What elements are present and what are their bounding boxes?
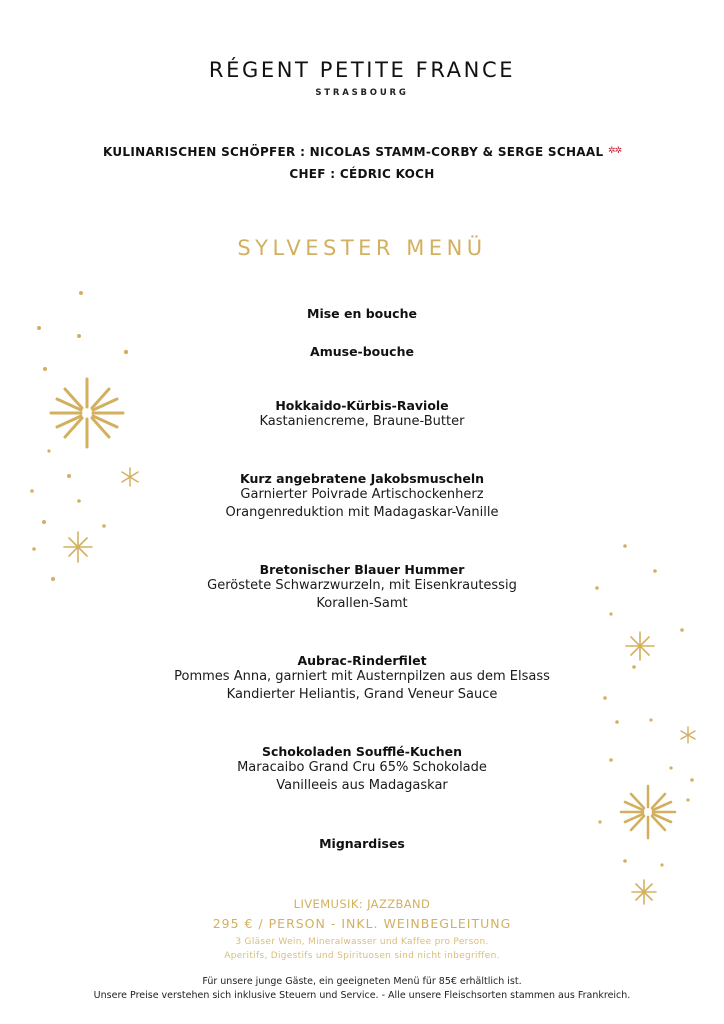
course-mignardises [0,836,724,851]
kids-menu-note: Für unsere junge Gäste, ein geeigneten Menü für 85€ erhältlich ist. [202,976,522,987]
course-description: Vanilleeis aus Madagaskar [276,778,448,793]
price: 295 € / PERSON - INKL. WEINBEGLEITUNG [212,916,512,931]
course-hummer [0,562,724,613]
course-raviole [0,398,724,431]
brand-name: RÉGENT PETITE FRANCE [208,58,516,82]
chef-credits [0,140,724,185]
course-description: Kastaniencreme, Braune-Butter [259,414,465,429]
included-drinks: 3 Gläser Wein, Mineralwasser und Kaffee pro Person. [235,937,489,947]
course-title: Mise en bouche [307,306,417,321]
course-title: Bretonischer Blauer Hummer [259,562,465,577]
course-description: Maracaibo Grand Cru 65% Schokolade [237,760,487,775]
course-souffle [0,744,724,795]
michelin-stars-icon: ✲✲ [607,146,622,156]
course-description: Garnierter Poivrade Artischockenherz [240,487,484,502]
tax-service-note: Unsere Preise verstehen sich inklusive Steuern und Service. - Alle unsere Fleischsorten stammen aus Frankreich. [93,990,631,1001]
course-description: Geröstete Schwarzwurzeln, mit Eisenkrautessig [207,578,517,593]
price-info [0,895,724,933]
culinary-creators: KULINARISCHEN SCHÖPFER : NICOLAS STAMM-CORBY & SERGE SCHAAL [102,145,604,159]
course-description: Korallen-Samt [316,596,408,611]
brand-city: STRASBOURG [315,88,409,98]
course-title: Kurz angebratene Jakobsmuscheln [239,471,485,486]
culinary-creators-line [0,140,724,163]
course-description: Pommes Anna, garniert mit Austernpilzen aus dem Elsass [174,669,550,684]
course-amuse-bouche [0,344,724,359]
course-rinderfilet [0,653,724,704]
footer-notes [0,975,724,1003]
course-jakobsmuscheln [0,471,724,522]
menu-title: SYLVESTER MENÜ [237,236,487,260]
course-mise-en-bouche [0,306,724,321]
chef-name: CHEF : CÉDRIC KOCH [289,167,435,181]
course-title: Amuse-bouche [310,344,414,359]
course-title: Aubrac-Rinderfilet [297,653,427,668]
course-title: Schokoladen Soufflé-Kuchen [261,744,463,759]
small-star-icon [681,727,695,743]
course-title: Mignardises [319,836,405,851]
course-description: Orangenreduktion mit Madagaskar-Vanille [225,505,499,520]
excluded-drinks: Aperitifs, Digestifs und Spirituosen sind nicht inbegriffen. [224,951,500,961]
course-title: Hokkaido-Kürbis-Raviole [275,398,449,413]
live-music: LIVEMUSIK: JAZZBAND [293,897,431,911]
course-description: Kandierter Heliantis, Grand Veneur Sauce [226,687,498,702]
included-info [0,935,724,963]
